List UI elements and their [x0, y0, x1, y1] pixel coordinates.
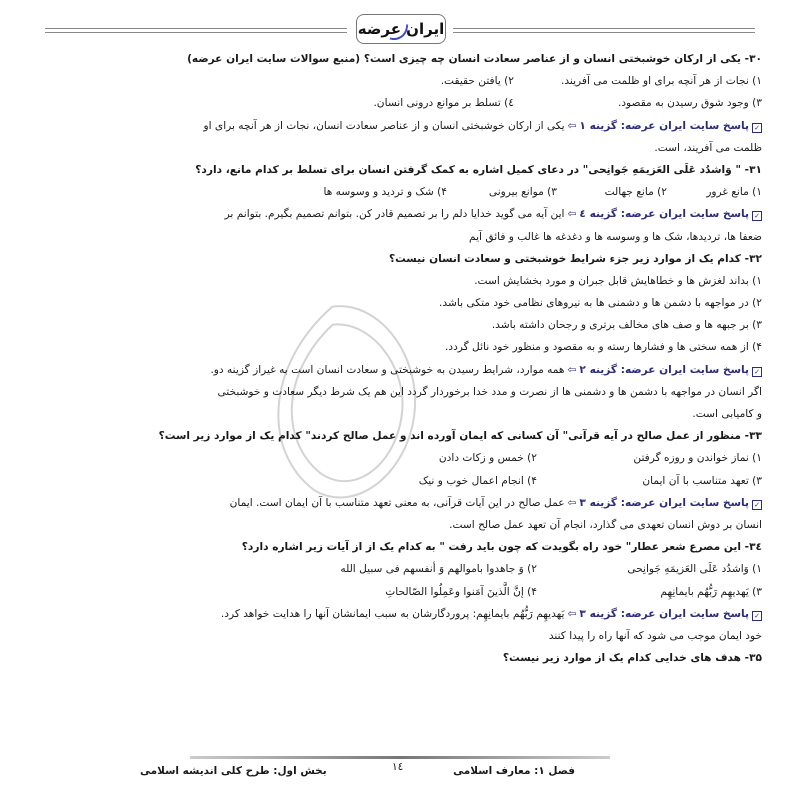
option-2: ۲) یافتن حقیقت. [440, 75, 514, 88]
option-2: ۲) در مواجهه با دشمن ها و دشمنی ها به نیروهای نظامی خود متکی باشد. [439, 297, 762, 310]
option-3: ۳) وجود شوق رسیدن به مقصود. [617, 97, 762, 110]
option-1: ۱) مانع غرور [706, 186, 762, 199]
option-3: ۳) بر جبهه ها و صف های مخالف برتری و رجحان داشته باشد. [491, 319, 762, 332]
page-header [0, 12, 800, 46]
options-row [38, 181, 762, 203]
logo-text: ایران عرضه [357, 20, 445, 38]
option-3: ۳) تعهد متناسب با آن ایمان [642, 474, 762, 487]
option-4: ۴) انجام اعمال خوب و نیک [418, 474, 537, 487]
answer-text: عمل صالح در این آیات قرآنی، به معنی تعهد متناسب با آن ایمان است. ایمان [229, 496, 565, 509]
option-2: ۲) مانع جهالت [604, 186, 667, 199]
option-1: ۱) وَاشدُد عَلَی العَزیمَهِ جَوانِحی [627, 563, 762, 576]
arrow-icon: ⇦ [567, 119, 577, 132]
options-row [38, 470, 762, 492]
answer-text-cont: انسان بر دوش انسان تعهدی می گذارد، انجام آن تعهد عمل صالح است. [449, 518, 762, 531]
answer-label: پاسخ سایت ایران عرضه: گزینه ۳ [579, 607, 749, 620]
chapter-title: فصل ۱: معارف اسلامی [453, 765, 575, 777]
answer-text-cont: ضعفا ها، تردیدها، شک ها و وسوسه ها و دغدغه ها غالب و فائق آیم [469, 230, 762, 243]
option-4: ۴) إنَّ الَّذینَ آمَنوا وعَمِلُوا الصّالحاتِ [385, 585, 537, 598]
answer-text-cont: ظلمت می آفریند، است. [654, 141, 762, 154]
options-row [38, 558, 762, 580]
answer-label: پاسخ سایت ایران عرضه: گزینه ۱ [579, 119, 749, 132]
answer-30 [38, 115, 762, 137]
answer-33 [38, 492, 762, 514]
option-4: ۴) شک و تردید و وسوسه ها [323, 186, 447, 199]
checkbox-icon: ✓ [752, 123, 762, 133]
site-logo [356, 14, 446, 44]
answer-label: پاسخ سایت ایران عرضه: گزینه ۲ [579, 363, 749, 376]
options-row [38, 92, 762, 114]
answer-text-cont: و کامیابی است. [692, 408, 762, 420]
answer-34 [38, 603, 762, 625]
question-32: ۳۲- کدام یک از موارد زیر جزء شرایط خوشبختی و سعادت انسان نیست؟ [388, 252, 762, 265]
option-1: ۱) نجات از هر آنچه برای او ظلمت می آفریند. [560, 75, 762, 88]
question-35: ۳۵- هدف های خدایی کدام یک از موارد زیر نیست؟ [502, 652, 762, 665]
answer-label: پاسخ سایت ایران عرضه: گزینه ٤ [579, 208, 749, 221]
answer-32 [38, 359, 762, 381]
option-2: ۲) وَ جاهدوا باموالهم وَ أنفسهم فی سبیل الله [340, 563, 537, 576]
option-3: ۳) موانع بیرونی [488, 186, 557, 199]
checkbox-icon: ✓ [752, 367, 762, 377]
arrow-icon: ⇦ [567, 607, 577, 620]
question-34: ۳٤- این مصرع شعر عطار" خود راه بگویدت که چون باید رفت " به کدام یک از از آیات زیر اشاره دارد؟ [241, 541, 762, 554]
logo-swoosh-icon [390, 22, 409, 43]
page-number: ١٤ [392, 761, 404, 773]
header-rule-right [453, 28, 755, 33]
option-3: ۳) یَهدیهِم رَبُّهُم بایمانِهِم [660, 585, 762, 598]
options-row [38, 70, 762, 92]
checkbox-icon: ✓ [752, 211, 762, 221]
arrow-icon: ⇦ [567, 208, 577, 221]
arrow-icon: ⇦ [567, 363, 577, 376]
page-footer [0, 761, 800, 785]
answer-text: همه موارد، شرایط رسیدن به خوشبختی و سعادت انسان است به غیراز گزینه دو. [210, 363, 565, 376]
arrow-icon: ⇦ [567, 496, 577, 509]
answer-text-cont: خود ایمان موجب می شود که آنها راه را پیدا کنند [548, 629, 762, 642]
option-4: ۴) از همه سختی ها و فشارها رسته و به مقصود و منظور خود نائل گردد. [444, 341, 762, 354]
header-rule-left [45, 28, 347, 33]
options-row [38, 581, 762, 603]
option-2: ۲) خمس و زکات دادن [438, 452, 537, 465]
option-1: ۱) بداند لغزش ها و خطاهایش قابل جبران و مورد بخشایش است. [474, 274, 762, 287]
checkbox-icon: ✓ [752, 500, 762, 510]
page-content [38, 48, 762, 669]
answer-label: پاسخ سایت ایران عرضه: گزینه ۳ [579, 496, 749, 509]
section-title: بخش اول: طرح کلی اندیشه اسلامی [140, 765, 327, 777]
options-row [38, 447, 762, 469]
checkbox-icon: ✓ [752, 611, 762, 621]
question-33: ۳۳- منظور از عمل صالح در آیه قرآنی" آن کسانی که ایمان آورده اند و عمل صالح کردند" کدام یک از موارد زیر است؟ [158, 430, 762, 443]
answer-text: این آیه می گوید خدایا دلم را بر تصمیم قادر کن. بتوانم تصمیم بگیرم. بتوانم بر [224, 208, 565, 221]
option-4: ٤) تسلط بر موانع درونی انسان. [373, 97, 514, 110]
answer-text-cont: اگر انسان در مواجهه با دشمن ها و دشمنی ها از نصرت و مدد خدا برخوردار گردد این هم یک شرط دیگر سعادت و خوشبختی [217, 385, 762, 398]
answer-text: یکی از ارکان خوشبختی انسان و از عناصر سعادت انسان، نجات از هر آنچه برای او [203, 119, 565, 132]
footer-divider [190, 756, 610, 759]
option-1: ۱) نماز خواندن و روزه گرفتن [633, 452, 762, 465]
question-30: ۳۰- یکی از ارکان خوشبختی انسان و از عناصر سعادت انسان چه چیزی است؟ (منبع سوالات سایت ایران عرضه) [187, 53, 762, 65]
answer-text: یَهدیهِم رَبُّهُم بایمانِهِم: پروردگارشان به سبب ایمانشان آنها را هدایت خواهد کرد. [220, 607, 565, 620]
answer-31 [38, 203, 762, 225]
question-31: ۳۱- " وَاشدُد عَلَی العَزیمَهِ جَوانِحی" در دعای کمیل اشاره به کمک گرفتن انسان برای تسلط بر کدام مانع، دارد؟ [195, 163, 762, 176]
